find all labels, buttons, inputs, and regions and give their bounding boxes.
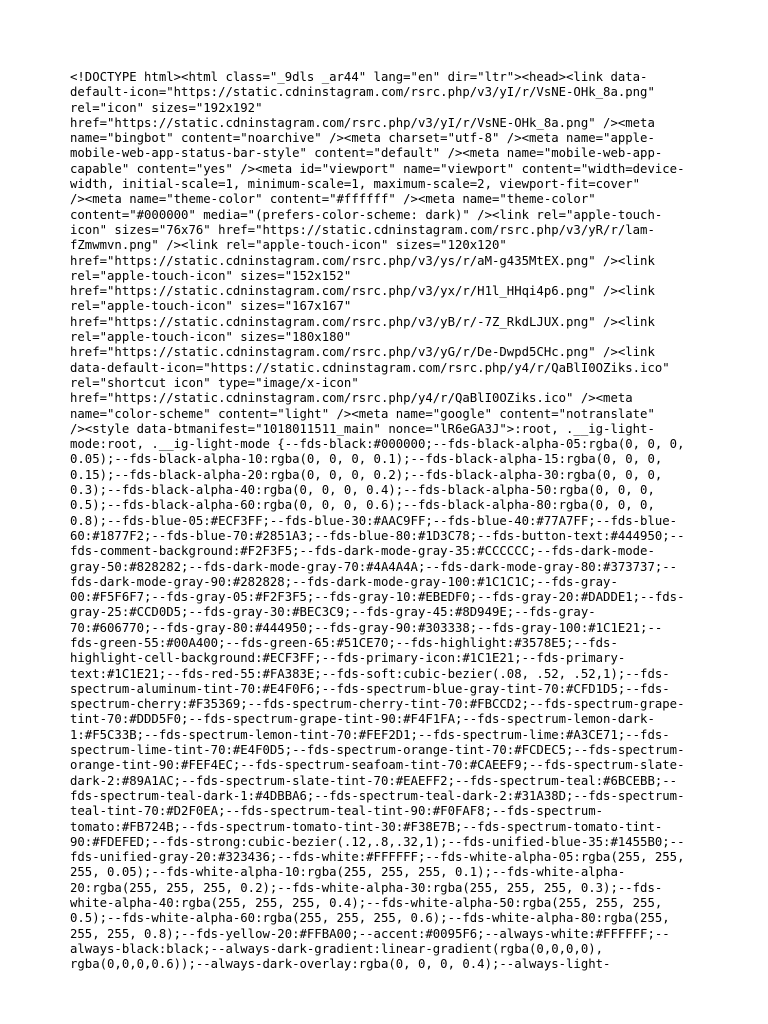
source-line: teal-tint-70:#D2F0EA;--fds-spectrum-teal-tint-90:#F0FAF8;--fds-spectrum- — [70, 804, 604, 819]
source-line: mode:root, .__ig-light-mode {--fds-black:#000000;--fds-black-alpha-05:rgba(0, 0, 0, — [70, 437, 685, 452]
source-line: 0.8);--fds-blue-05:#ECF3FF;--fds-blue-30:#AAC9FF;--fds-blue-40:#77A7FF;--fds-blue- — [70, 513, 678, 528]
source-line — [70, 988, 700, 1003]
source-line: 255, 0.05);--fds-white-alpha-10:rgba(255, 255, 255, 0.1);--fds-white-alpha- — [70, 865, 626, 880]
source-line: spectrum-lime-tint-70:#E4F0D5;--fds-spectrum-orange-tint-70:#FCDEC5;--fds-spectrum- — [70, 743, 685, 758]
source-line: fds-comment-background:#F2F3F5;--fds-dark-mode-gray-35:#CCCCCC;--fds-dark-mode- — [70, 544, 655, 559]
source-line: href="https://static.cdninstagram.com/rsrc.php/v3/yx/r/H1l_HHqi4p6.png" /><link — [70, 284, 655, 299]
source-line: text:#1C1E21;--fds-red-55:#FA383E;--fds-soft:cubic-bezier(.08, .52, .52,1);--fds- — [70, 666, 670, 681]
source-line: /><meta name="theme-color" content="#ffffff" /><meta name="theme-color" — [70, 192, 596, 207]
source-line: mobile-web-app-status-bar-style" content="default" /><meta name="mobile-web-app- — [70, 146, 663, 161]
source-line: rel="shortcut icon" type="image/x-icon" — [70, 375, 359, 390]
source-line: 0.5);--fds-black-alpha-60:rgba(0, 0, 0, 0.6);--fds-black-alpha-80:rgba(0, 0, 0, — [70, 498, 655, 513]
source-line: 0.5);--fds-white-alpha-60:rgba(255, 255, 255, 0.6);--fds-white-alpha-80:rgba(255, — [70, 911, 670, 926]
source-line: 90:#FDEFED;--fds-strong:cubic-bezier(.12,.8,.32,1);--fds-unified-blue-35:#1455B0;-- — [70, 834, 685, 849]
source-line: rgba(0,0,0,0.6));--always-dark-overlay:rgba(0, 0, 0, 0.4);--always-light- — [70, 957, 611, 972]
source-line: default-icon="https://static.cdninstagram.com/rsrc.php/v3/yI/r/VsNE-OHk_8a.png" — [70, 85, 655, 100]
source-line: gray-50:#828282;--fds-dark-mode-gray-70:#4A4A4A;--fds-dark-mode-gray-80:#373737;-- — [70, 559, 678, 574]
source-line: rel="apple-touch-icon" sizes="152x152" — [70, 268, 352, 283]
source-line: 70:#606770;--fds-gray-80:#444950;--fds-gray-90:#303338;--fds-gray-100:#1C1E21;-- — [70, 620, 663, 635]
source-line: href="https://static.cdninstagram.com/rsrc.php/y4/r/QaBlI0OZiks.ico" /><meta — [70, 391, 633, 406]
source-line: rel="apple-touch-icon" sizes="180x180" — [70, 330, 352, 345]
source-line: href="https://static.cdninstagram.com/rsrc.php/v3/yI/r/VsNE-OHk_8a.png" /><meta — [70, 115, 655, 130]
source-line: 255, 255, 0.8);--fds-yellow-20:#FFBA00;--accent:#0095F6;--always-white:#FFFFFF;-- — [70, 926, 670, 941]
source-line: icon" sizes="76x76" href="https://static.cdninstagram.com/rsrc.php/v3/yR/r/lam- — [70, 222, 655, 237]
source-line: 20:rgba(255, 255, 255, 0.2);--fds-white-alpha-30:rgba(255, 255, 255, 0.3);--fds- — [70, 880, 663, 895]
source-line: 00:#F5F6F7;--fds-gray-05:#F2F3F5;--fds-gray-10:#EBEDF0;--fds-gray-20:#DADDE1;--fds- — [70, 590, 685, 605]
source-line: 0.05);--fds-black-alpha-10:rgba(0, 0, 0, 0.1);--fds-black-alpha-15:rgba(0, 0, 0, — [70, 452, 663, 467]
source-line: 0.3);--fds-black-alpha-40:rgba(0, 0, 0, 0.4);--fds-black-alpha-50:rgba(0, 0, 0, — [70, 483, 655, 498]
source-line: always-black:black;--always-dark-gradient:linear-gradient(rgba(0,0,0,0), — [70, 941, 604, 956]
source-line: capable" content="yes" /><meta id="viewport" name="viewport" content="width=device- — [70, 161, 685, 176]
source-line: orange-tint-90:#FEF4EC;--fds-spectrum-seafoam-tint-70:#CAEEF9;--fds-spectrum-slate- — [70, 758, 685, 773]
source-line: spectrum-aluminum-tint-70:#E4F0F6;--fds-spectrum-blue-gray-tint-70:#CFD1D5;--fds- — [70, 681, 670, 696]
source-line: name="color-scheme" content="light" /><meta name="google" content="notranslate" — [70, 406, 655, 421]
source-line: data-default-icon="https://static.cdninstagram.com/rsrc.php/y4/r/QaBlI0OZiks.ico" — [70, 360, 670, 375]
source-line: width, initial-scale=1, minimum-scale=1, maximum-scale=2, viewport-fit=cover" — [70, 177, 641, 192]
source-line: fds-spectrum-teal-dark-1:#4DBBA6;--fds-spectrum-teal-dark-2:#31A38D;--fds-spectrum- — [70, 788, 685, 803]
source-line: fds-unified-gray-20:#323436;--fds-white:#FFFFFF;--fds-white-alpha-05:rgba(255, 255, — [70, 850, 685, 865]
source-line: href="https://static.cdninstagram.com/rsrc.php/v3/yB/r/-7Z_RkdLJUX.png" /><link — [70, 314, 655, 329]
source-line: tint-70:#DDD5F0;--fds-spectrum-grape-tint-90:#F4F1FA;--fds-spectrum-lemon-dark- — [70, 712, 655, 727]
source-text-page — [70, 70, 700, 1003]
source-line: name="bingbot" content="noarchive" /><meta charset="utf-8" /><meta name="apple- — [70, 131, 655, 146]
source-line: rel="icon" sizes="192x192" — [70, 100, 263, 115]
source-line: content="#000000" media="(prefers-color-scheme: dark)" /><link rel="apple-touch- — [70, 207, 663, 222]
source-line: highlight-cell-background:#ECF3FF;--fds-primary-icon:#1C1E21;--fds-primary- — [70, 651, 626, 666]
source-line: <!DOCTYPE html><html class="_9dls _ar44" lang="en" dir="ltr"><head><link data- — [70, 70, 648, 84]
source-line — [70, 973, 700, 988]
source-line: tomato:#FB724B;--fds-spectrum-tomato-tint-30:#F38E7B;--fds-spectrum-tomato-tint- — [70, 819, 663, 834]
source-line: rel="apple-touch-icon" sizes="167x167" — [70, 299, 352, 314]
source-line: fZmwmvn.png" /><link rel="apple-touch-icon" sizes="120x120" — [70, 238, 507, 253]
source-line: white-alpha-40:rgba(255, 255, 255, 0.4);--fds-white-alpha-50:rgba(255, 255, 255, — [70, 896, 663, 911]
source-line: dark-2:#89A1AC;--fds-spectrum-slate-tint-70:#EAEFF2;--fds-spectrum-teal:#6BCEBB;-- — [70, 773, 678, 788]
source-line: spectrum-cherry:#F35369;--fds-spectrum-cherry-tint-70:#FBCCD2;--fds-spectrum-grape- — [70, 697, 685, 712]
source-line: href="https://static.cdninstagram.com/rsrc.php/v3/ys/r/aM-g435MtEX.png" /><link — [70, 253, 655, 268]
source-line: fds-dark-mode-gray-90:#282828;--fds-dark-mode-gray-100:#1C1C1C;--fds-gray- — [70, 574, 618, 589]
source-line: gray-25:#CCD0D5;--fds-gray-30:#BEC3C9;--fds-gray-45:#8D949E;--fds-gray- — [70, 605, 596, 620]
source-line: href="https://static.cdninstagram.com/rsrc.php/v3/yG/r/De-Dwpd5CHc.png" /><link — [70, 345, 655, 360]
source-line: /><style data-btmanifest="1018011511_main" nonce="lR6eGA3J">:root, .__ig-light- — [70, 421, 655, 436]
source-line: 1:#F5C33B;--fds-spectrum-lemon-tint-70:#FEF2D1;--fds-spectrum-lime:#A3CE71;--fds- — [70, 727, 670, 742]
source-line: 0.15);--fds-black-alpha-20:rgba(0, 0, 0, 0.2);--fds-black-alpha-30:rgba(0, 0, 0, — [70, 467, 663, 482]
source-line: 60:#1877F2;--fds-blue-70:#2851A3;--fds-blue-80:#1D3C78;--fds-button-text:#444950;-- — [70, 528, 685, 543]
source-line: fds-green-55:#00A400;--fds-green-65:#51CE70;--fds-highlight:#3578E5;--fds- — [70, 635, 618, 650]
